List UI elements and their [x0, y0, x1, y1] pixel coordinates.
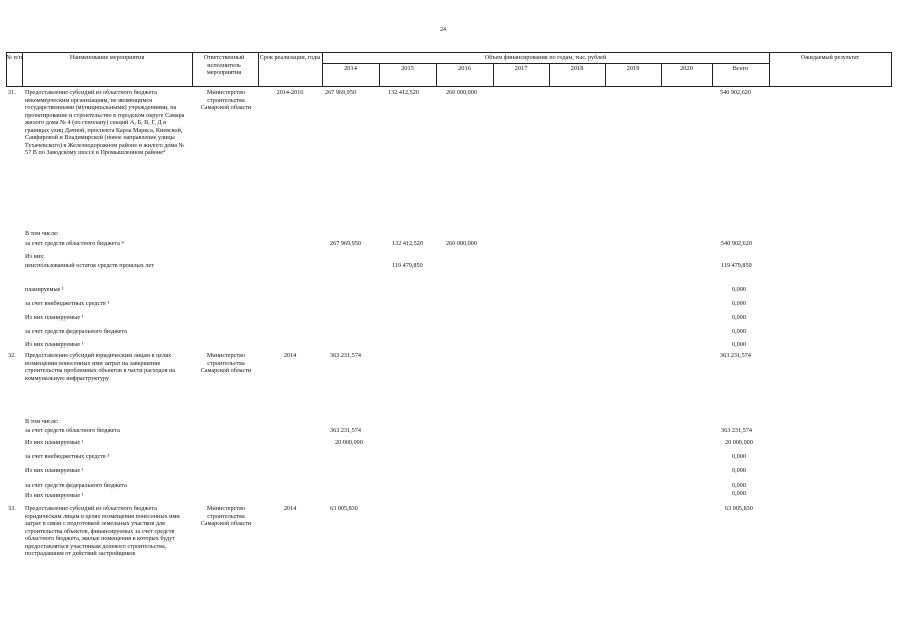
year-2014: 2014	[344, 65, 357, 72]
item-31-sub-label: Из них планируемые ¹	[25, 341, 84, 348]
item-31-ob-2016: 260 000,000	[446, 240, 477, 247]
item-31-sub-label: за счет средств областного бюджета ⁴	[25, 240, 124, 247]
item-32-sub-label: Из них планируемые ¹	[25, 492, 84, 499]
year-2020: 2020	[680, 65, 693, 72]
header-period: Срок реализации, годы	[259, 54, 321, 61]
item-32-number: 32.	[8, 352, 16, 359]
item-32-sub-label: Из них планируемые ¹	[25, 439, 84, 446]
item-31-ob-2014: 267 969,950	[330, 240, 361, 247]
year-2015: 2015	[401, 65, 414, 72]
item-33-executor: Министерство строительства Самарской области	[200, 505, 252, 527]
item-31-executor: Министерство строительства Самарской области	[200, 89, 252, 111]
item-32-sub-label: В том числе:	[25, 418, 59, 425]
item-31-sub-label: В том числе:	[25, 230, 59, 237]
item-31-ob-total: 540 902,620	[721, 240, 752, 247]
item-32-zero: 0,000	[732, 467, 746, 474]
item-31-sub-label: Из них планируемые ¹	[25, 314, 84, 321]
item-31-zero: 0,000	[732, 300, 746, 307]
item-31-name: Предоставление субсидий из областного бюджета некоммерческим организациям, не являющимся государственными (муниципальными) учреждениями, на проектирование и строительство в городском округе Самара жилого дома № 4 (по генплану) секций А, Б, В, Г, Д в границах улиц Дачной, проспекта Карла Маркса, Киевской, Санфировой и Владимирской (новое направление улицы Тухачевского) в Железнодорожном районе и жилого дома № 57 В по Заводскому шоссе в Промышленном районе⁴	[25, 89, 185, 156]
item-32-pl-2014: 20 000,000	[335, 439, 363, 446]
year-total: Всего	[732, 65, 749, 72]
item-31-sub-label: за счет средств федерального бюджета	[25, 328, 127, 335]
item-31-ob-2015: 132 412,520	[392, 240, 423, 247]
year-2016: 2016	[458, 65, 471, 72]
item-31-ost-2015: 119 479,850	[392, 262, 423, 269]
item-31-period: 2014-2016	[276, 89, 304, 96]
item-33-2014: 63 005,830	[330, 505, 358, 512]
page-number: 24	[440, 27, 446, 33]
item-32-zero: 0,000	[732, 453, 746, 460]
header-finance: Объем финансирования по годам, тыс. рублей	[484, 54, 607, 61]
item-31-sub-label: планируемые ¹	[25, 286, 64, 293]
header-result: Ожидаемый результат	[800, 54, 860, 61]
item-32-name: Предоставление субсидий юридическим лицам в целях возмещения понесенных ими затрат на завершение строительства проблемных объектов в части расходов на коммунальную инфраструктуру	[25, 352, 176, 382]
item-31-2015: 132 412,520	[388, 89, 419, 96]
item-33-total: 63 005,830	[725, 505, 753, 512]
item-32-total: 363 231,574	[720, 352, 751, 359]
item-31-total: 540 902,620	[720, 89, 751, 96]
item-31-zero: 0,000	[732, 341, 746, 348]
item-33-number: 33.	[8, 505, 16, 512]
year-2018: 2018	[570, 65, 584, 72]
item-32-executor: Министерство строительства Самарской области	[200, 352, 252, 374]
item-31-zero: 0,000	[732, 328, 746, 335]
year-2017: 2017	[514, 65, 528, 72]
item-31-ost-total: 119 479,850	[721, 262, 752, 269]
year-2019: 2019	[626, 65, 640, 72]
item-31-zero: 0,000	[732, 314, 746, 321]
item-32-sub-label: за счет внебюджетных средств ³	[25, 453, 110, 460]
item-31-zero: 0,000	[732, 286, 746, 293]
item-32-period: 2014	[283, 352, 297, 359]
item-32-pl-total: 20 000,000	[725, 439, 753, 446]
item-31-2016: 260 000,000	[446, 89, 477, 96]
item-33-name: Предоставление субсидий из областного бюджета юридическим лицам в целях возмещения понесенных ими затрат в связи с подготовкой земельных участков для строительства объектов, финансируемых за счет средств областного бюджета, жилые помещения в которых будут предоставляться участникам долевого строительства, пострадавшим от действий застройщиков	[25, 505, 180, 557]
item-32-zero: 0,000	[732, 482, 746, 489]
header-num: № п/п	[6, 54, 22, 61]
header-executor: Ответственный исполнитель мероприятия	[203, 54, 245, 76]
item-32-ob-2014: 363 231,574	[330, 427, 361, 434]
item-31-sub-label: неиспользованный остаток средств прошлых лет	[25, 262, 154, 269]
item-32-ob-total: 363 231,574	[721, 427, 752, 434]
item-31-sub-label: Из них:	[25, 253, 45, 260]
item-31-number: 31.	[8, 89, 16, 96]
item-31-sub-label: за счет внебюджетных средств ³	[25, 300, 110, 307]
item-32-zero: 0,000	[732, 490, 746, 497]
item-33-period: 2014	[283, 505, 297, 512]
item-32-sub-label: Из них планируемые ¹	[25, 467, 84, 474]
item-32-sub-label: за счет средств областного бюджета	[25, 427, 120, 434]
item-32-2014: 363 231,574	[330, 352, 361, 359]
item-32-sub-label: за счет средств федерального бюджета	[25, 482, 127, 489]
header-name: Наименование мероприятия	[69, 54, 145, 61]
item-31-2014: 267 969,950	[325, 89, 356, 96]
